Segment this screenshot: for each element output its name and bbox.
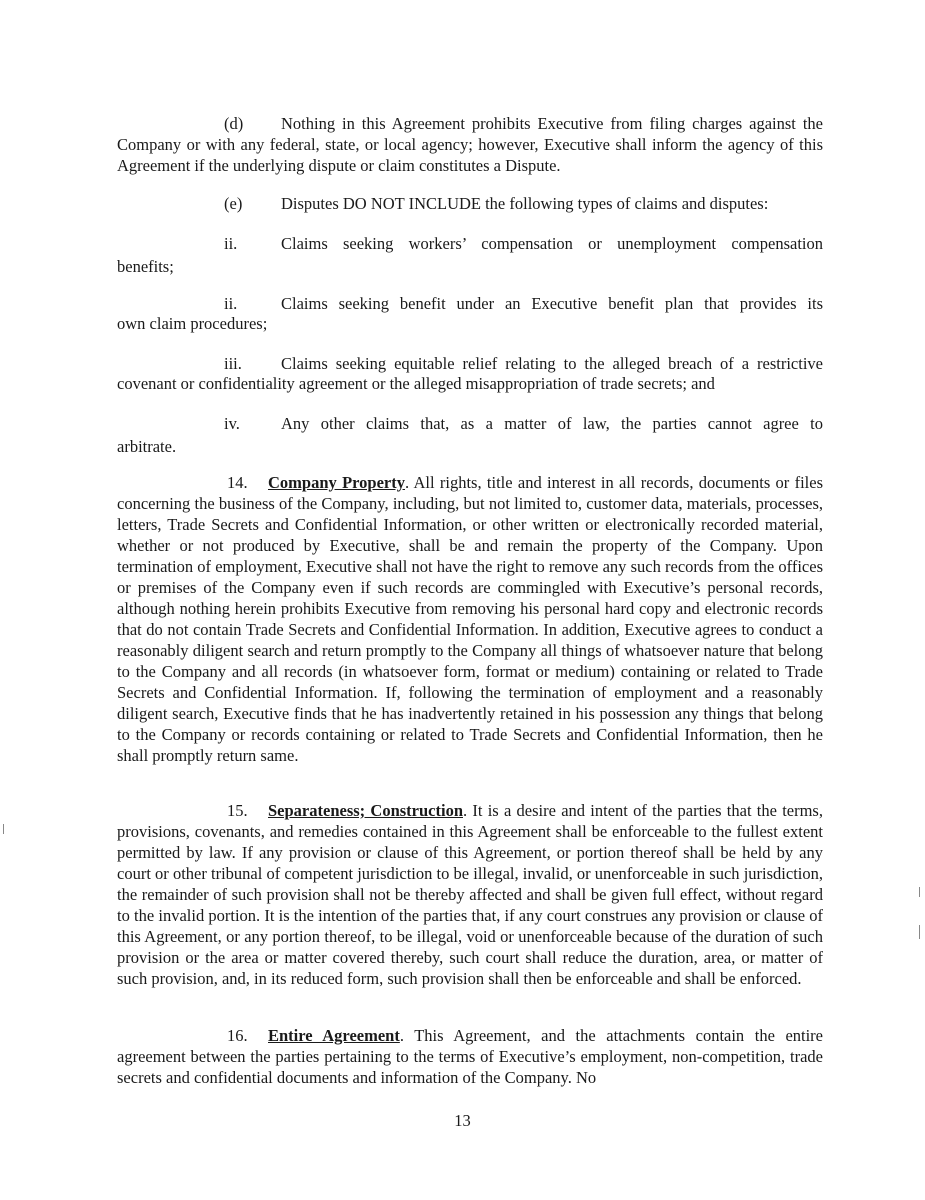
section-15 bbox=[117, 800, 823, 989]
section-16 bbox=[117, 1025, 823, 1088]
section-text: . This Agreement, and the attachments contain the entire agreement between the parties pertaining to the terms of Executive’s employment, non-competition, trade secrets and confidential documents and information of the Company. No bbox=[117, 1026, 824, 1087]
list-item-continuation: covenant or confidentiality agreement or the alleged misappropriation of trade secrets; and bbox=[117, 374, 715, 393]
paragraph-d bbox=[117, 113, 823, 176]
section-number: 15. bbox=[227, 801, 248, 820]
list-item-continuation: arbitrate. bbox=[117, 437, 177, 456]
list-item-label: iv. bbox=[224, 414, 240, 433]
list-item-label: iii. bbox=[224, 354, 242, 373]
section-heading: Separateness; Construction bbox=[268, 801, 463, 820]
list-item-continuation: benefits; bbox=[117, 257, 174, 276]
section-14 bbox=[117, 472, 823, 766]
list-item-label: ii. bbox=[224, 294, 238, 313]
paragraph-e-label: (e) bbox=[224, 194, 243, 213]
scan-mark bbox=[3, 824, 4, 834]
list-item-label: ii. bbox=[224, 234, 238, 253]
scan-mark bbox=[919, 925, 920, 939]
page-number: 13 bbox=[454, 1111, 471, 1130]
section-text: . It is a desire and intent of the parties that the terms, provisions, covenants, and remedies contained in this Agreement shall be enforceable to the fullest extent permitted by law. If any provision or clause of this Agreement, or portion thereof shall be held by any court or other tribunal of competent jurisdiction to be illegal, invalid, or unenforceable in such jurisdiction, the remainder of such provision shall not be thereby affected and shall be given full effect, without regard to the invalid portion. It is the intention of the parties that, if any court construes any provision or clause of this Agreement, or any portion thereof, to be illegal, void or unenforceable because of the duration of such provision or the area or matter covered thereby, such court shall reduce the duration, area, or matter of such provision, and, in its reduced form, such provision shall then be enforceable and shall be enforced. bbox=[117, 801, 823, 988]
section-text: . All rights, title and interest in all records, documents or files concerning the business of the Company, including, but not limited to, customer data, materials, processes, letters, Trade Secrets and Confidential Information, or other written or electronically recorded material, whether or not produced by Executive, shall be and remain the property of the Company. Upon termination of employment, Executive shall not have the right to remove any such records from the offices or premises of the Company even if such records are commingled with Executive’s personal records, although nothing herein prohibits Executive from removing his personal hard copy and electronic records that do not contain Trade Secrets and Confidential Information. In addition, Executive agrees to conduct a reasonably diligent search and return promptly to the Company all things of whatsoever nature that belong to the Company and all records (in whatsoever form, format or medium) containing or related to Trade Secrets and Confidential Information. If, following the termination of employment and a reasonably diligent search, Executive finds that he has inadvertently retained in his possession any things that belong to the Company or records containing or related to Trade Secrets and Confidential Information, then he shall promptly return same. bbox=[117, 473, 823, 765]
list-item-text: Any other claims that, as a matter of law, the parties cannot agree to bbox=[281, 414, 823, 433]
paragraph-d-label: (d) bbox=[224, 114, 244, 133]
list-item-continuation: own claim procedures; bbox=[117, 314, 268, 333]
list-item-text: Claims seeking equitable relief relating to the alleged breach of a restrictive bbox=[281, 354, 823, 373]
section-number: 14. bbox=[227, 473, 248, 492]
section-number: 16. bbox=[227, 1026, 248, 1045]
paragraph-d-text: Nothing in this Agreement prohibits Executive from filing charges against the Company or with any federal, state, or local agency; however, Executive shall inform the agency of this Agreement if the underlying dispute or claim constitutes a Dispute. bbox=[117, 114, 823, 175]
paragraph-e bbox=[117, 193, 823, 214]
scan-mark bbox=[919, 887, 920, 897]
list-item-text: Claims seeking benefit under an Executive benefit plan that provides its bbox=[281, 294, 823, 313]
section-heading: Company Property bbox=[268, 473, 405, 492]
paragraph-e-text: Disputes DO NOT INCLUDE the following types of claims and disputes: bbox=[281, 194, 769, 213]
list-item-first-line bbox=[224, 233, 823, 254]
list-item-text: Claims seeking workers’ compensation or unemployment compensation bbox=[281, 234, 823, 253]
list-item-first-line bbox=[224, 413, 823, 434]
section-heading: Entire Agreement bbox=[268, 1026, 400, 1045]
list-item-first-line bbox=[224, 353, 823, 374]
list-item-first-line bbox=[224, 293, 823, 314]
